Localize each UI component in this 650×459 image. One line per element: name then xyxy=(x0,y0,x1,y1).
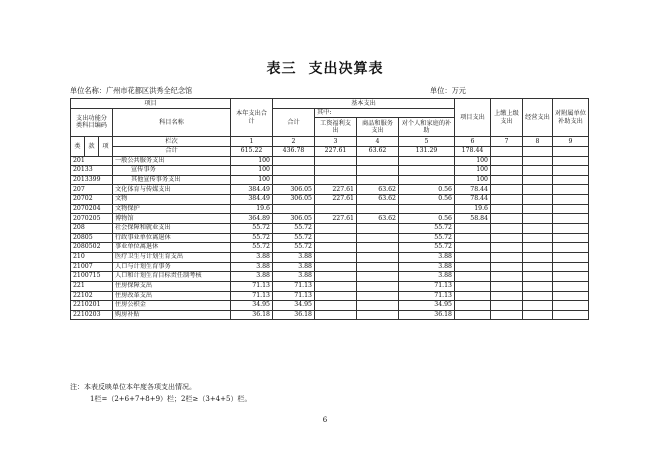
cell-wages: 227.61 xyxy=(315,195,357,205)
cell-project: 78.44 xyxy=(455,195,491,205)
cell-business xyxy=(523,281,553,291)
subject-code: 210 xyxy=(71,252,113,262)
cell-subtotal: 306.05 xyxy=(273,214,315,224)
header-subject-name: 科目名称 xyxy=(113,108,231,137)
subject-code: 2070205 xyxy=(71,214,113,224)
cell-upper xyxy=(491,185,523,195)
subject-name: 文物 xyxy=(113,195,231,205)
subject-code: 20133 xyxy=(71,166,113,176)
cell-business xyxy=(523,301,553,311)
cell-upper xyxy=(491,301,523,311)
cell-goods xyxy=(357,224,399,234)
page-title xyxy=(0,58,650,78)
cell-goods xyxy=(357,272,399,282)
cell-subtotal: 306.05 xyxy=(273,195,315,205)
cell-affiliated xyxy=(553,195,589,205)
cell-goods xyxy=(357,291,399,301)
cell-business xyxy=(523,175,553,185)
subject-name: 宣传事务 xyxy=(113,166,231,176)
table-row xyxy=(71,243,589,253)
table-row xyxy=(71,224,589,234)
cell-business xyxy=(523,156,553,166)
cell-upper xyxy=(491,214,523,224)
col-number: 5 xyxy=(399,137,455,147)
cell-wages xyxy=(315,204,357,214)
cell-affiliated xyxy=(553,243,589,253)
cell-total: 19.6 xyxy=(231,204,273,214)
cell-business xyxy=(523,310,553,320)
subject-name: 博物馆 xyxy=(113,214,231,224)
table-note: 注：本表反映单位本年度各项支出情况。 xyxy=(70,383,196,391)
cell-subsidies xyxy=(399,156,455,166)
cell-subtotal: 71.13 xyxy=(273,291,315,301)
cell-upper xyxy=(491,166,523,176)
cell-subsidies xyxy=(399,166,455,176)
cell-subtotal: 36.18 xyxy=(273,310,315,320)
cell-total: 100 xyxy=(231,175,273,185)
cell-subsidies: 0.56 xyxy=(399,185,455,195)
subject-name: 其他宣传事务支出 xyxy=(113,175,231,185)
cell-affiliated xyxy=(553,204,589,214)
cell-project xyxy=(455,252,491,262)
totals-row: 合计 615.22 436.78 227.61 63.62 131.29 178.44 xyxy=(71,146,589,156)
cell-total: 36.18 xyxy=(231,310,273,320)
cell-subsidies: 55.72 xyxy=(399,243,455,253)
cell-project: 100 xyxy=(455,156,491,166)
table-row xyxy=(71,175,589,185)
cell-upper xyxy=(491,310,523,320)
table-row xyxy=(71,262,589,272)
table-row xyxy=(71,252,589,262)
table-number: 表三 xyxy=(266,61,297,77)
subject-code: 208 xyxy=(71,224,113,234)
cell-project xyxy=(455,262,491,272)
cell-upper xyxy=(491,252,523,262)
subject-code: 201 xyxy=(71,156,113,166)
cell-upper xyxy=(491,224,523,234)
cell-upper xyxy=(491,291,523,301)
subject-name: 人口与计划生育事务 xyxy=(113,262,231,272)
table-row xyxy=(71,195,589,205)
cell-goods: 63.62 xyxy=(357,214,399,224)
table-title: 支出决算表 xyxy=(308,61,384,77)
cell-wages xyxy=(315,310,357,320)
cell-affiliated xyxy=(553,156,589,166)
cell-subtotal: 3.88 xyxy=(273,252,315,262)
header-subsidies: 对个人和家庭的补助 xyxy=(399,118,455,137)
col-number: 2 xyxy=(273,137,315,147)
table-row xyxy=(71,214,589,224)
subject-code: 2080502 xyxy=(71,243,113,253)
cell-business xyxy=(523,195,553,205)
cell-project xyxy=(455,301,491,311)
cell-upper xyxy=(491,243,523,253)
cell-goods: 63.62 xyxy=(357,185,399,195)
cell-subsidies: 36.18 xyxy=(399,310,455,320)
subject-code: 2013399 xyxy=(71,175,113,185)
cell-business xyxy=(523,224,553,234)
cell-business xyxy=(523,252,553,262)
cell-upper xyxy=(491,281,523,291)
cell-business xyxy=(523,166,553,176)
subject-code: 22102 xyxy=(71,291,113,301)
cell-subsidies xyxy=(399,204,455,214)
subject-code: 207 xyxy=(71,185,113,195)
currency-unit-line: 单位：万元 xyxy=(430,86,466,95)
table-row xyxy=(71,301,589,311)
header-affiliated: 对附属单位补助支出 xyxy=(553,99,589,137)
cell-project: 58.84 xyxy=(455,214,491,224)
cell-subsidies: 0.56 xyxy=(399,214,455,224)
cell-wages xyxy=(315,166,357,176)
subject-name: 购房补贴 xyxy=(113,310,231,320)
table-row xyxy=(71,291,589,301)
cell-subsidies: 3.88 xyxy=(399,252,455,262)
cell-business xyxy=(523,291,553,301)
cell-business xyxy=(523,243,553,253)
subject-name: 一般公共服务支出 xyxy=(113,156,231,166)
subject-code: 20805 xyxy=(71,233,113,243)
subject-name: 社会保障和就业支出 xyxy=(113,224,231,234)
cell-goods xyxy=(357,175,399,185)
cell-affiliated xyxy=(553,252,589,262)
cell-total: 364.89 xyxy=(231,214,273,224)
cell-subsidies: 71.13 xyxy=(399,291,455,301)
cell-goods xyxy=(357,310,399,320)
cell-goods xyxy=(357,204,399,214)
cell-wages xyxy=(315,262,357,272)
cell-subtotal: 3.88 xyxy=(273,262,315,272)
cell-affiliated xyxy=(553,301,589,311)
cell-subtotal: 3.88 xyxy=(273,272,315,282)
col-number: 6 xyxy=(455,137,491,147)
cell-total: 384.49 xyxy=(231,185,273,195)
cell-goods xyxy=(357,243,399,253)
cell-subsidies: 71.13 xyxy=(399,281,455,291)
cell-wages xyxy=(315,272,357,282)
cell-affiliated xyxy=(553,291,589,301)
cell-total: 55.72 xyxy=(231,243,273,253)
cell-affiliated xyxy=(553,175,589,185)
cell-affiliated xyxy=(553,310,589,320)
cell-total: 71.13 xyxy=(231,291,273,301)
cell-wages xyxy=(315,291,357,301)
table-formula-note: 1栏=（2+6+7+8+9）栏；2栏≥（3+4+5）栏。 xyxy=(90,395,252,403)
col-number: 7 xyxy=(491,137,523,147)
col-number: 4 xyxy=(357,137,399,147)
table-row xyxy=(71,156,589,166)
cell-goods xyxy=(357,262,399,272)
cell-wages xyxy=(315,224,357,234)
page-number: 6 xyxy=(322,416,328,424)
cell-affiliated xyxy=(553,262,589,272)
unit-name: 广州市花都区洪秀全纪念馆 xyxy=(105,86,193,95)
subject-code: 221 xyxy=(71,281,113,291)
cell-project xyxy=(455,291,491,301)
cell-subsidies xyxy=(399,175,455,185)
cell-goods xyxy=(357,281,399,291)
header-lanci: 栏次 xyxy=(113,137,231,147)
cell-goods xyxy=(357,252,399,262)
cell-total: 71.13 xyxy=(231,281,273,291)
cell-subsidies: 0.56 xyxy=(399,195,455,205)
subject-code: 2210201 xyxy=(71,301,113,311)
cell-project xyxy=(455,281,491,291)
cell-goods xyxy=(357,233,399,243)
cell-wages xyxy=(315,281,357,291)
cell-project xyxy=(455,233,491,243)
currency-unit: 万元 xyxy=(451,86,466,95)
col-number: 9 xyxy=(553,137,589,147)
cell-goods xyxy=(357,166,399,176)
cell-wages xyxy=(315,156,357,166)
cell-affiliated xyxy=(553,272,589,282)
cell-goods xyxy=(357,301,399,311)
cell-subtotal: 55.72 xyxy=(273,243,315,253)
cell-project xyxy=(455,224,491,234)
cell-business xyxy=(523,204,553,214)
cell-affiliated xyxy=(553,185,589,195)
header-business: 经营支出 xyxy=(523,99,553,137)
cell-subtotal xyxy=(273,204,315,214)
cell-total: 55.72 xyxy=(231,224,273,234)
cell-business xyxy=(523,214,553,224)
cell-affiliated xyxy=(553,224,589,234)
header-subtotal: 合计 xyxy=(273,108,315,137)
cell-subtotal xyxy=(273,175,315,185)
cell-upper xyxy=(491,204,523,214)
header-project-exp: 项目支出 xyxy=(455,99,491,137)
subject-code: 21007 xyxy=(71,262,113,272)
subject-name: 人口和计划生育目标责任制考核 xyxy=(113,272,231,282)
cell-subtotal: 55.72 xyxy=(273,233,315,243)
cell-subtotal: 55.72 xyxy=(273,224,315,234)
cell-goods xyxy=(357,156,399,166)
header-goods: 商品和服务支出 xyxy=(357,118,399,137)
cell-wages xyxy=(315,252,357,262)
table-row xyxy=(71,185,589,195)
table-row xyxy=(71,310,589,320)
cell-project xyxy=(455,310,491,320)
cell-total: 3.88 xyxy=(231,272,273,282)
table-row xyxy=(71,281,589,291)
cell-upper xyxy=(491,262,523,272)
subject-name: 医疗卫生与计划生育支出 xyxy=(113,252,231,262)
cell-total: 100 xyxy=(231,166,273,176)
table-row xyxy=(71,233,589,243)
table-row xyxy=(71,166,589,176)
totals-label: 合计 xyxy=(113,146,231,156)
subject-name: 文物保护 xyxy=(113,204,231,214)
header-wages: 工资福利支出 xyxy=(315,118,357,137)
cell-business xyxy=(523,233,553,243)
header-xiang: 项 xyxy=(99,137,113,156)
cell-total: 100 xyxy=(231,156,273,166)
cell-subsidies: 55.72 xyxy=(399,233,455,243)
cell-project xyxy=(455,272,491,282)
cell-affiliated xyxy=(553,233,589,243)
table-body xyxy=(71,156,589,320)
header-upper: 上缴上级支出 xyxy=(491,99,523,137)
cell-project: 100 xyxy=(455,166,491,176)
cell-wages xyxy=(315,233,357,243)
cell-subsidies: 55.72 xyxy=(399,224,455,234)
subject-name: 住房改革支出 xyxy=(113,291,231,301)
cell-project: 78.44 xyxy=(455,185,491,195)
cell-project: 100 xyxy=(455,175,491,185)
col-number: 8 xyxy=(523,137,553,147)
header-among: 其中: xyxy=(315,108,455,118)
cell-upper xyxy=(491,156,523,166)
header-project: 项目 xyxy=(71,99,231,109)
col-number: 3 xyxy=(315,137,357,147)
subject-name: 住房保障支出 xyxy=(113,281,231,291)
cell-wages xyxy=(315,175,357,185)
cell-business xyxy=(523,185,553,195)
cell-business xyxy=(523,262,553,272)
cell-subtotal xyxy=(273,156,315,166)
cell-affiliated xyxy=(553,166,589,176)
cell-total: 55.72 xyxy=(231,233,273,243)
cell-total: 384.49 xyxy=(231,195,273,205)
header-lei: 类 xyxy=(71,137,85,156)
subject-name: 住房公积金 xyxy=(113,301,231,311)
table-row xyxy=(71,272,589,282)
cell-goods: 63.62 xyxy=(357,195,399,205)
cell-wages: 227.61 xyxy=(315,214,357,224)
header-func-class: 支出功能分类科目编码 xyxy=(71,108,113,137)
cell-subsidies: 3.88 xyxy=(399,262,455,272)
cell-project xyxy=(455,243,491,253)
cell-affiliated xyxy=(553,281,589,291)
subject-code: 2210203 xyxy=(71,310,113,320)
cell-upper xyxy=(491,195,523,205)
cell-business xyxy=(523,272,553,282)
cell-subtotal: 71.13 xyxy=(273,281,315,291)
cell-affiliated xyxy=(553,214,589,224)
subject-code: 20702 xyxy=(71,195,113,205)
subject-name: 事业单位离退休 xyxy=(113,243,231,253)
table-row xyxy=(71,204,589,214)
cell-total: 3.88 xyxy=(231,262,273,272)
cell-total: 3.88 xyxy=(231,252,273,262)
cell-subtotal xyxy=(273,166,315,176)
cell-subsidies: 3.88 xyxy=(399,272,455,282)
subject-name: 行政事业单位离退休 xyxy=(113,233,231,243)
unit-name-line: 单位名称：广州市花都区洪秀全纪念馆 xyxy=(70,86,193,95)
cell-wages xyxy=(315,243,357,253)
cell-wages xyxy=(315,301,357,311)
cell-upper xyxy=(491,272,523,282)
cell-project: 19.6 xyxy=(455,204,491,214)
cell-upper xyxy=(491,175,523,185)
cell-total: 34.95 xyxy=(231,301,273,311)
cell-subsidies: 34.95 xyxy=(399,301,455,311)
col-number: 1 xyxy=(231,137,273,147)
cell-wages: 227.61 xyxy=(315,185,357,195)
expenditure-table xyxy=(70,98,589,320)
header-total: 本年支出合计 xyxy=(231,99,273,137)
cell-subtotal: 306.05 xyxy=(273,185,315,195)
subject-code: 2070204 xyxy=(71,204,113,214)
subject-name: 文化体育与传媒支出 xyxy=(113,185,231,195)
subject-code: 2100715 xyxy=(71,272,113,282)
cell-upper xyxy=(491,233,523,243)
header-basic: 基本支出 xyxy=(273,99,455,109)
header-kuan: 款 xyxy=(85,137,99,156)
table-header xyxy=(71,99,589,157)
cell-subtotal: 34.95 xyxy=(273,301,315,311)
